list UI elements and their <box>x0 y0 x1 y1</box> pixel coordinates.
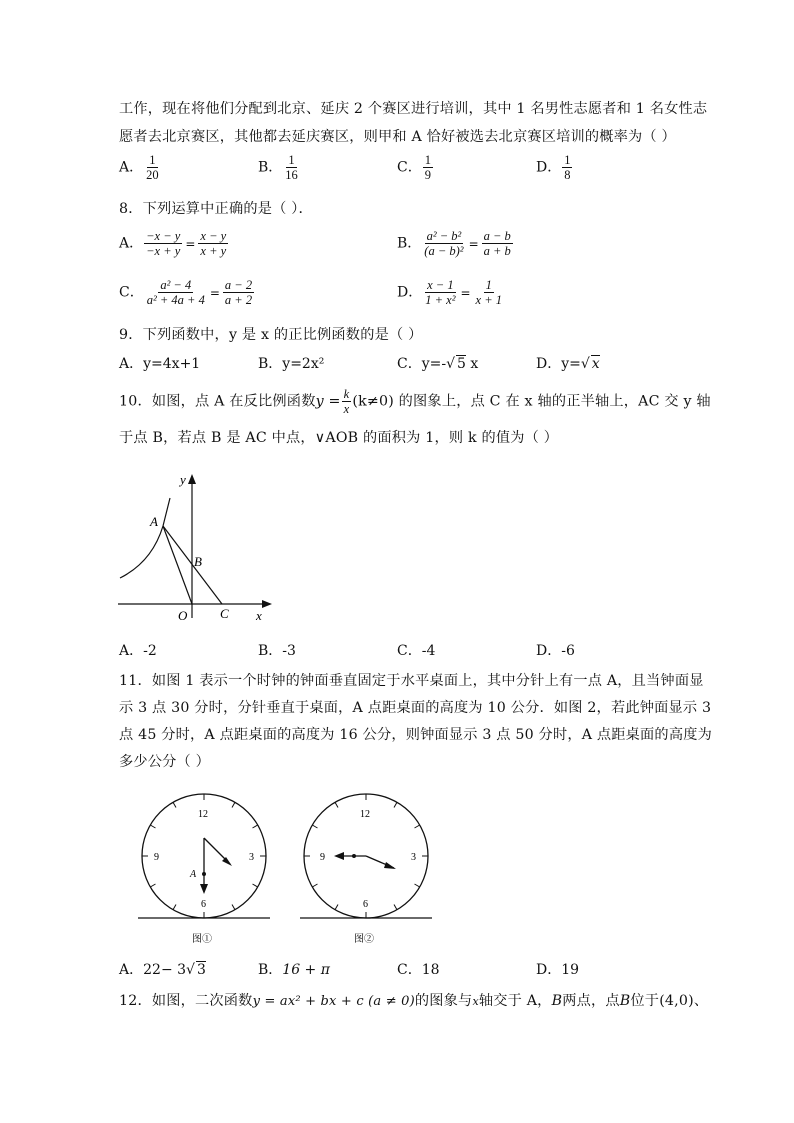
clock2-num-9: 9 <box>320 852 325 863</box>
q9-option-a: A．y=4x+1 <box>119 356 201 372</box>
q8-option-c: C． $\frac{\text{a² − 4}}{\text{a² + 4a + 4}}$ = $\frac{a - 2}{a + 2}$ <box>119 278 253 307</box>
q11-line2: 示 3 点 30 分时，分针垂直于桌面，A 点距桌面的高度为 10 公分．如图 2，若此钟面显示 3 <box>119 700 712 716</box>
tick-4 <box>415 884 420 887</box>
clock1-num-6: 6 <box>201 899 206 910</box>
q10-figure <box>110 470 280 625</box>
tick-1 <box>394 802 397 807</box>
q11-option-d: D．19 <box>536 962 580 978</box>
q7-option-b: B． $\frac{1}{16}$ <box>258 153 298 182</box>
tick-1 <box>232 802 235 807</box>
fig10-x-label: x <box>256 608 262 623</box>
q8-option-d: D． $\frac{x - 1}{\text{1 + x²}}$ = $\frac{1}{x + 1}$ <box>397 278 503 307</box>
tick-8 <box>312 884 317 887</box>
tick-8 <box>150 884 155 887</box>
clock2-num-12: 12 <box>360 809 370 820</box>
fig10-point-c: C <box>220 606 229 621</box>
q7-option-d: D． $\frac{1}{8}$ <box>536 153 571 182</box>
clock1-num-9: 9 <box>154 852 159 863</box>
fig10-point-b: B <box>194 554 202 569</box>
tick-11 <box>335 802 338 807</box>
q12-line1: 12．如图，二次函数y = ax² + bx + c (a ≠ 0)的图象与x轴交于 A，B两点，点B位于(4,0)、 <box>119 993 709 1009</box>
y-axis-arrow-icon <box>188 474 196 484</box>
q10-option-c: C．-4 <box>397 643 436 659</box>
q7-line2: 愿者去北京赛区，其他都去延庆赛区，则甲和 A 恰好被选去北京赛区培训的概率为（ ） <box>119 129 676 145</box>
tick-10 <box>312 825 317 828</box>
clock2-num-3: 3 <box>411 852 416 863</box>
q10-line2: 于点 B，若点 B 是 AC 中点，∨AOB 的面积为 1，则 k 的值为（ ） <box>119 430 559 446</box>
tick-5 <box>394 905 397 910</box>
tick-11 <box>173 802 176 807</box>
q9-option-b: B．y=2x² <box>258 356 325 372</box>
point-a-dot <box>352 854 356 858</box>
q10-option-a: A．-2 <box>119 643 157 659</box>
minute-arrow-icon <box>200 884 208 894</box>
tick-7 <box>173 905 176 910</box>
q7-option-c: C． $\frac{1}{9}$ <box>397 153 431 182</box>
q11-option-a: A．22− 3√ 3 <box>119 962 206 978</box>
x-axis-arrow-icon <box>262 600 272 608</box>
q9-option-d: D．y=√ x <box>536 356 600 372</box>
q11-line3: 点 45 分时，A 点距桌面的高度为 16 公分，则钟面显示 3 点 50 分时，A 点距桌面的高度为 <box>119 727 712 743</box>
q9-stem: 9．下列函数中，y 是 x 的正比例函数的是（ ） <box>119 327 423 343</box>
sqrt-icon: √ <box>580 356 590 372</box>
q9-option-c: C．y=-√ 5 x <box>397 356 479 372</box>
tick-2 <box>415 825 420 828</box>
q7-option-a: A． $\frac{1}{20}$ <box>119 153 159 182</box>
hour-arrow-icon <box>384 862 396 869</box>
fig10-point-o: O <box>178 608 188 623</box>
fig10-point-a: A <box>150 514 158 529</box>
tick-4 <box>253 884 258 887</box>
clock2-num-6: 6 <box>363 899 368 910</box>
clock1-point-a: A <box>190 869 197 880</box>
minute-arrow-icon <box>334 852 344 860</box>
q8-stem: 8．下列运算中正确的是（ ）． <box>119 201 313 217</box>
tick-7 <box>335 905 338 910</box>
q11-clock-figure-1 <box>136 790 272 948</box>
clock1-num-12: 12 <box>198 809 208 820</box>
tick-2 <box>253 825 258 828</box>
tick-5 <box>232 905 235 910</box>
hyperbola-curve <box>120 498 170 578</box>
q11-clock-figure-2 <box>298 790 434 948</box>
q7-line1: 工作，现在将他们分配到北京、延庆 2 个赛区进行培训，其中 1 名男性志愿者和 1 名女性志 <box>119 101 708 117</box>
clock1-caption: 图① <box>192 934 212 945</box>
point-a-dot <box>202 872 206 876</box>
q10-option-d: D．-6 <box>536 643 575 659</box>
fig10-y-label: y <box>180 472 186 487</box>
q11-line4: 多少公分（ ） <box>119 754 211 770</box>
clock2-caption: 图② <box>354 934 374 945</box>
clock1-num-3: 3 <box>249 852 254 863</box>
q11-option-b: B．16 + π <box>258 962 330 978</box>
sqrt-icon: √ <box>446 356 456 372</box>
segment-ao <box>163 526 192 604</box>
q11-line1: 11．如图 1 表示一个时钟的钟面垂直固定于水平桌面上，其中分针上有一点 A，且当钟面显 <box>119 673 704 689</box>
tick-10 <box>150 825 155 828</box>
sqrt-icon: √ <box>186 962 195 978</box>
q10-line1: 10．如图，点 A 在反比例函数y = $\frac{k}{x}$ (k≠0) 的图象上，点 C 在 x 轴的正半轴上，AC 交 y 轴 <box>119 387 711 416</box>
q8-option-b: B． $\frac{\text{a² − b²}}{\text{(a − b)²}}$ = $\frac{a - b}{a + b}$ <box>397 229 511 258</box>
q10-option-b: B．-3 <box>258 643 296 659</box>
q11-option-c: C．18 <box>397 962 440 978</box>
q8-option-a: A． $\frac{-x - y}{-x + y}$ = $\frac{x - y}{x + y}$ <box>119 229 227 258</box>
